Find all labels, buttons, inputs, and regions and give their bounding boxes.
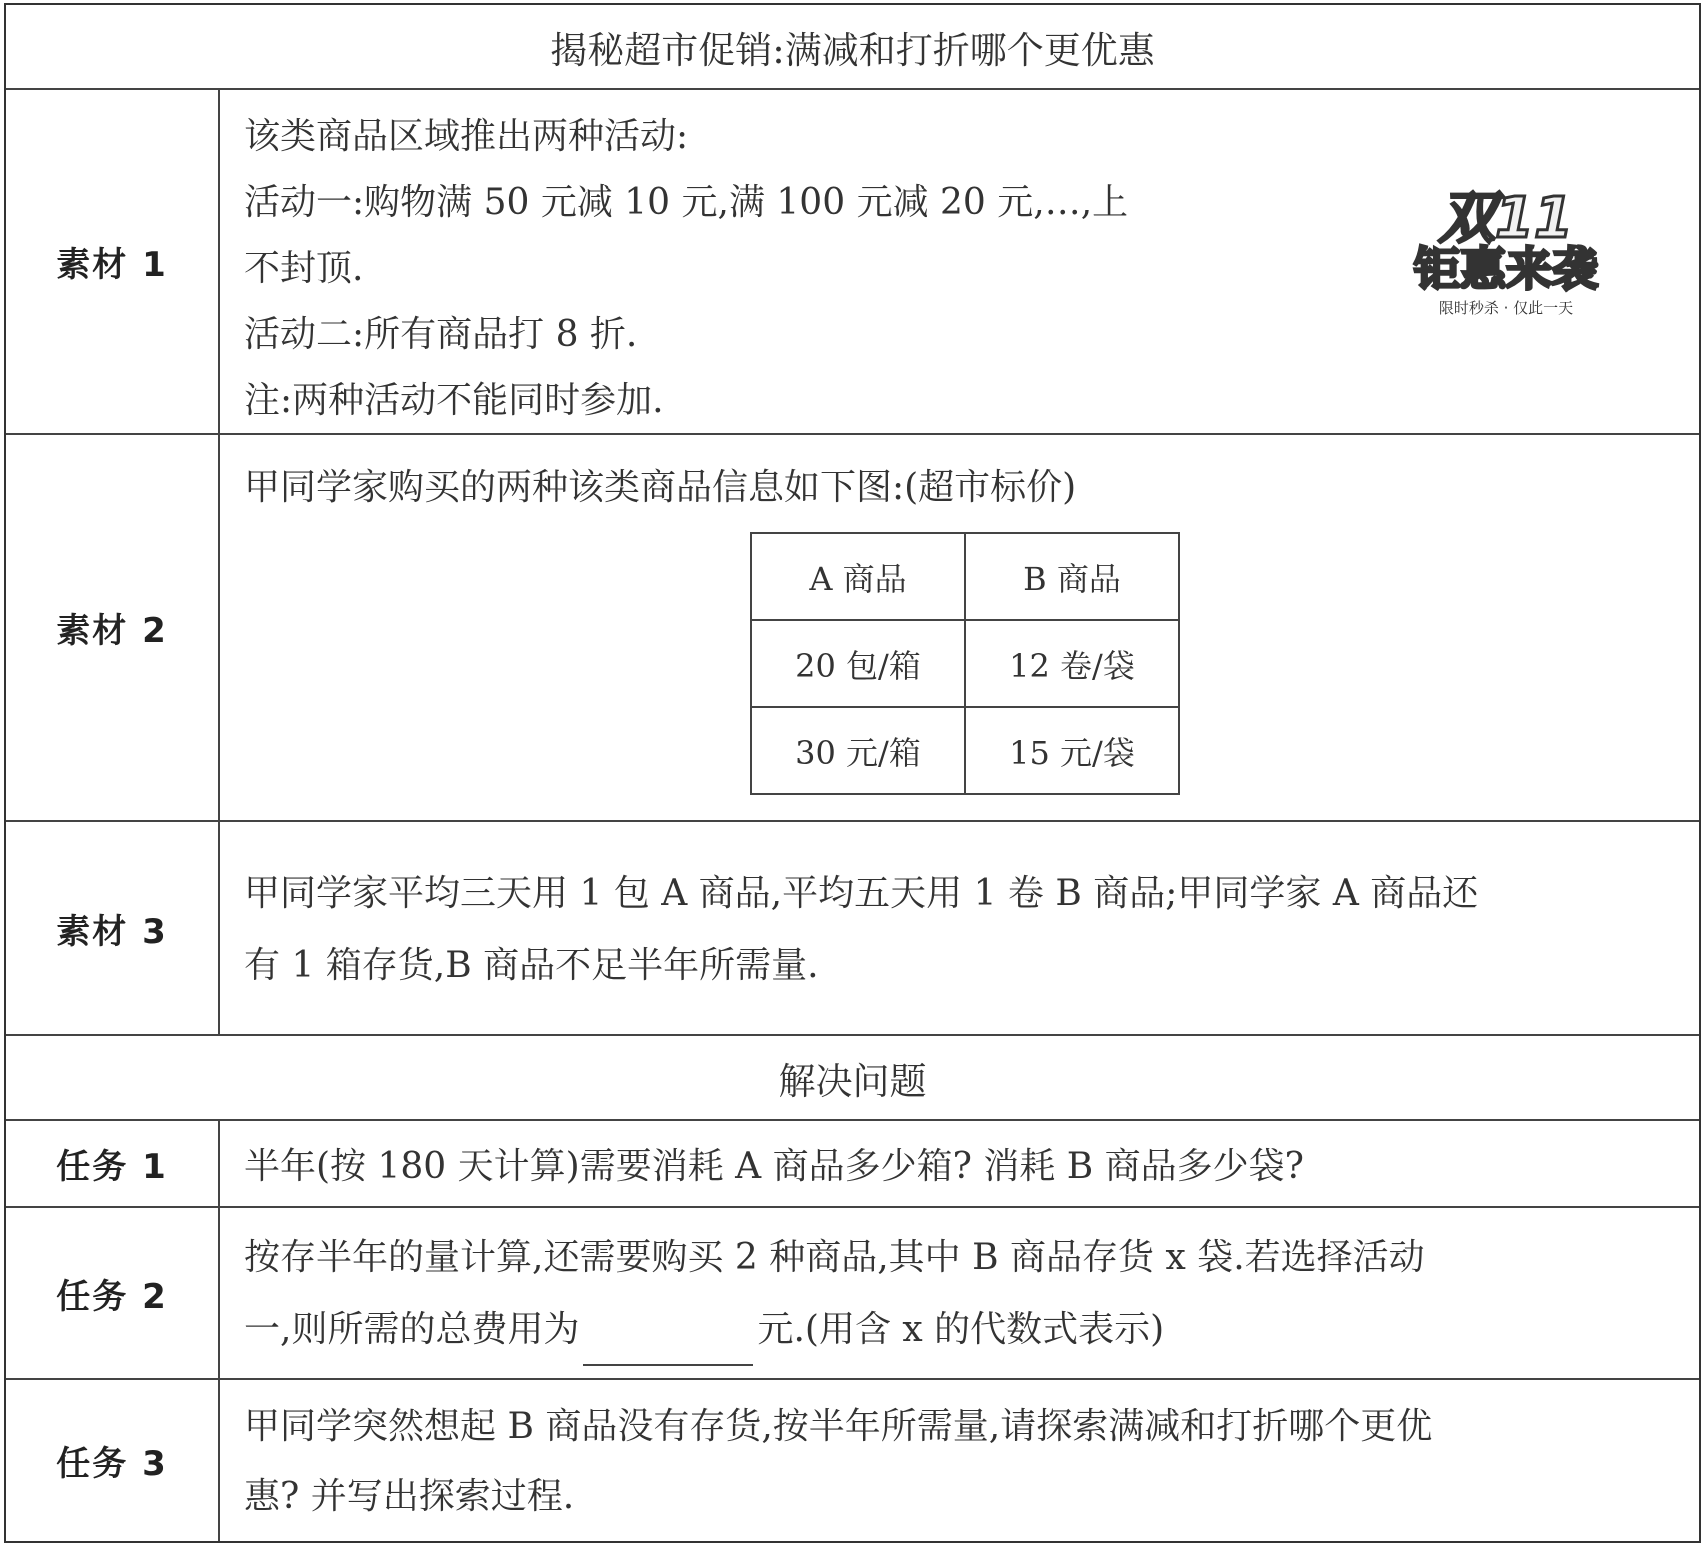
table-header-cell: A 商品 xyxy=(751,533,965,620)
task-3-row xyxy=(6,1380,1699,1541)
material-3-line: 有 1 箱存货,B 商品不足半年所需量. xyxy=(244,945,819,986)
table-row xyxy=(751,707,1179,794)
task-2-content xyxy=(244,1222,1681,1378)
table-cell: 30 元/箱 xyxy=(751,707,965,794)
promo-logo-big-text: 双11 xyxy=(1439,186,1573,251)
task-1-row xyxy=(6,1121,1699,1208)
table-cell: 12 卷/袋 xyxy=(965,620,1179,707)
task-3-label: 任务 3 xyxy=(6,1380,220,1541)
task-1-text: 半年(按 180 天计算)需要消耗 A 商品多少箱? 消耗 B 商品多少袋? xyxy=(244,1146,1304,1187)
answer-blank[interactable] xyxy=(583,1328,753,1366)
task-2-label: 任务 2 xyxy=(6,1208,220,1378)
double-11-promo-logo xyxy=(1384,185,1629,325)
table-cell: 20 包/箱 xyxy=(751,620,965,707)
task-2-line2-after: 元.(用含 x 的代数式表示) xyxy=(757,1309,1165,1350)
material-3-content xyxy=(244,858,1681,1034)
title-row xyxy=(6,5,1699,90)
table-row xyxy=(751,533,1179,620)
table-header-cell: B 商品 xyxy=(965,533,1179,620)
task-1-label: 任务 1 xyxy=(6,1121,220,1206)
material-2-row xyxy=(6,435,1699,822)
material-1-line: 该类商品区域推出两种活动: xyxy=(244,116,689,157)
task-2-line: 按存半年的量计算,还需要购买 2 种商品,其中 B 商品存货 x 袋.若选择活动 xyxy=(244,1237,1425,1278)
material-3-label: 素材 3 xyxy=(6,822,220,1034)
material-2-intro: 甲同学家购买的两种该类商品信息如下图:(超市标价) xyxy=(244,467,1077,508)
promo-logo-sub-text: 钜惠来袭 xyxy=(1414,242,1598,296)
worksheet-table xyxy=(4,3,1701,1543)
promo-logo-tagline: 限时秒杀 · 仅此一天 xyxy=(1438,299,1574,317)
material-1-line: 活动一:购物满 50 元减 10 元,满 100 元减 20 元,…,上 xyxy=(244,182,1129,223)
product-info-table xyxy=(750,532,1180,795)
task-3-line: 惠? 并写出探索过程. xyxy=(244,1476,575,1517)
material-1-line: 不封顶. xyxy=(244,248,364,289)
section-title: 解决问题 xyxy=(778,1059,927,1103)
section-title-row xyxy=(6,1036,1699,1121)
promo-logo-graphic xyxy=(1384,185,1629,325)
material-1-label: 素材 1 xyxy=(6,90,220,433)
material-1-row xyxy=(6,90,1699,435)
material-1-line: 注:两种活动不能同时参加. xyxy=(244,380,664,421)
task-3-content xyxy=(244,1392,1681,1541)
task-3-line: 甲同学突然想起 B 商品没有存货,按半年所需量,请探索满减和打折哪个更优 xyxy=(244,1406,1433,1447)
page-title: 揭秘超市促销:满减和打折哪个更优惠 xyxy=(550,28,1155,72)
table-cell: 15 元/袋 xyxy=(965,707,1179,794)
material-3-row xyxy=(6,822,1699,1036)
task-2-row xyxy=(6,1208,1699,1380)
table-row xyxy=(751,620,1179,707)
task-2-line xyxy=(244,1294,1681,1366)
material-3-line: 甲同学家平均三天用 1 包 A 商品,平均五天用 1 卷 B 商品;甲同学家 A 商品还 xyxy=(244,873,1479,914)
task-2-line2-before: 一,则所需的总费用为 xyxy=(244,1309,580,1350)
material-1-line: 活动二:所有商品打 8 折. xyxy=(244,314,638,355)
material-2-label: 素材 2 xyxy=(6,435,220,820)
task-1-content xyxy=(244,1121,1681,1206)
